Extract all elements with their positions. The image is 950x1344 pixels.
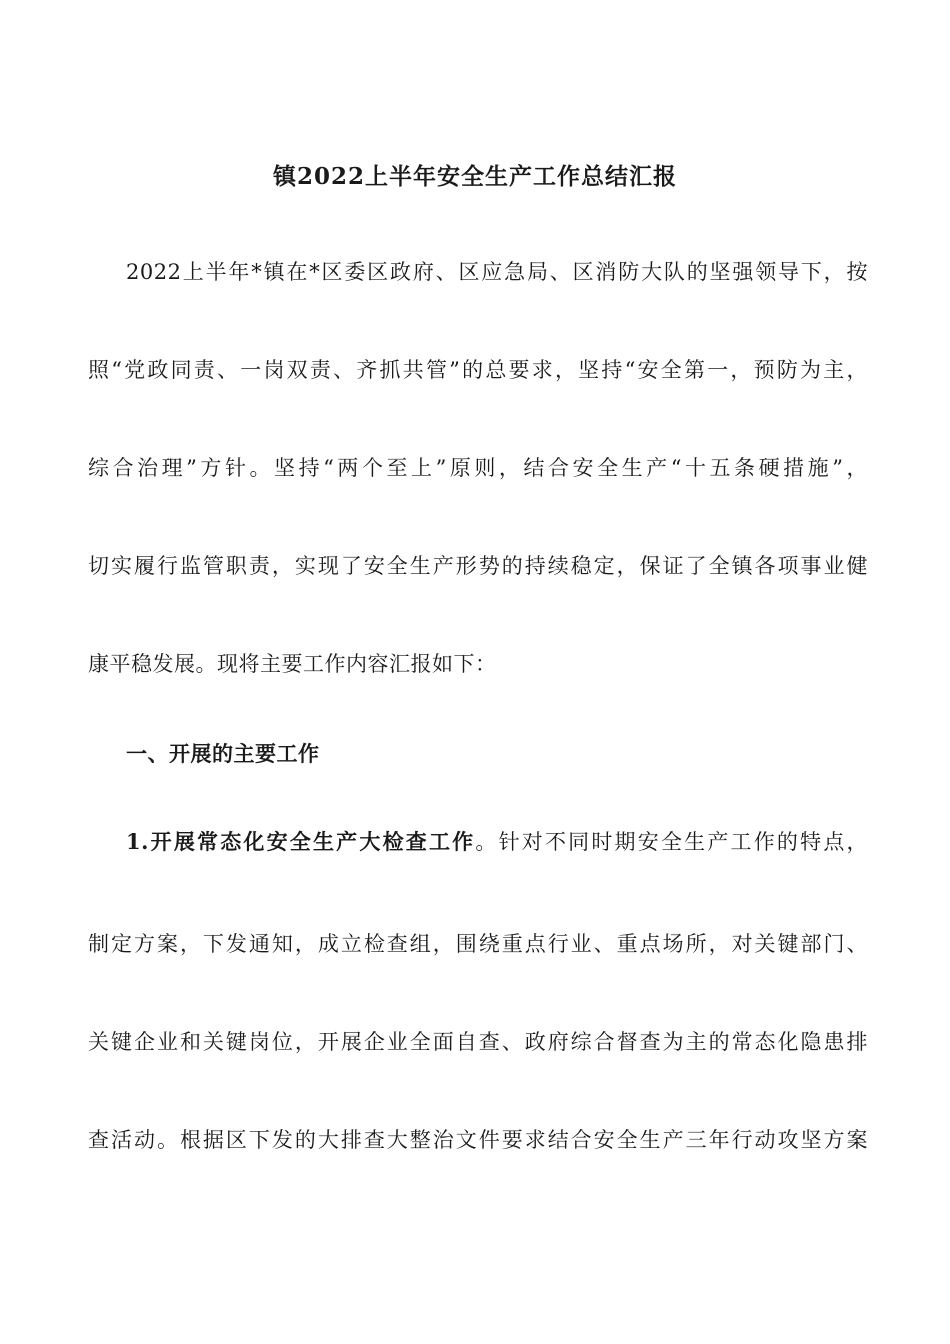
item-first-line bbox=[126, 826, 868, 856]
paragraph-line: 关键企业和关键岗位，开展企业全面自查、政府综合督查为主的常态化隐患排 bbox=[88, 1030, 868, 1054]
paragraph-line: 切实履行监管职责，实现了安全生产形势的持续稳定，保证了全镇各项事业健 bbox=[88, 554, 868, 578]
paragraph-line: 综合治理”方针。坚持“两个至上”原则，结合安全生产“十五条硬措施”， bbox=[88, 456, 868, 480]
item-title: 1.开展常态化安全生产大检查工作 bbox=[126, 829, 476, 854]
paragraph-line: 制定方案，下发通知，成立检查组，围绕重点行业、重点场所，对关键部门、 bbox=[88, 932, 868, 956]
paragraph-line: 查活动。根据区下发的大排查大整治文件要求结合安全生产三年行动攻坚方案 bbox=[88, 1128, 868, 1152]
section-heading: 一、开展的主要工作 bbox=[126, 741, 320, 766]
document-title: 镇2022上半年安全生产工作总结汇报 bbox=[272, 163, 677, 190]
paragraph-line: 2022上半年*镇在*区委区政府、区应急局、区消防大队的坚强领导下，按 bbox=[126, 260, 868, 284]
paragraph-line: 照“党政同责、一岗双责、齐抓共管”的总要求，坚持“安全第一，预防为主， bbox=[88, 358, 868, 382]
paragraph-line: 康平稳发展。现将主要工作内容汇报如下： bbox=[88, 652, 497, 676]
item-text: 。针对不同时期安全生产工作的特点， bbox=[475, 830, 869, 854]
